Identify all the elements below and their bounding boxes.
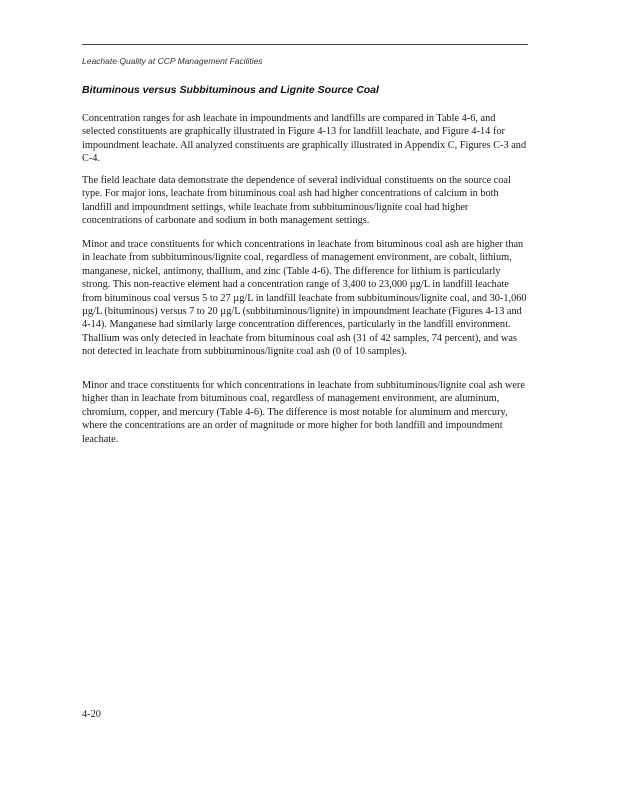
paragraph-1: Concentration ranges for ash leachate in impoundments and landfills are compared in Table 4-6, and selected constituents are graphically illustrated in Figure 4-13 for landfill leachate, and Figure 4-14 for impoundment leachate. All analyzed constituents are graphically illustrated in Appendix C, Figures C-3 and C-4.: [82, 113, 527, 165]
paragraph-2: The field leachate data demonstrate the dependence of several individual constituents on the source coal type. For major ions, leachate from bituminous coal ash had higher concentrations of calcium in both landfill and impoundment settings, while leachate from subbituminous/lignite coal had higher concentrations of carbonate and sodium in both management settings.: [82, 175, 511, 227]
running-header: Leachate Quality at CCP Management Facilities: [82, 56, 263, 66]
header-rule: [82, 44, 528, 45]
paragraph-4: Minor and trace constituents for which concentrations in leachate from subbituminous/lignite coal ash were higher than in leachate from bituminous coal, regardless of management environment, are aluminum, chromium, copper, and mercury (Table 4-6). The difference is most notable for aluminum and mercury, where the concentrations are an order of magnitude or more higher for both landfill and impoundment leachate.: [82, 380, 525, 445]
paragraph-3: Minor and trace constituents for which concentrations in leachate from bituminous coal ash are higher than in leachate from subbituminous/lignite coal, regardless of management environment, are cobalt, lithium, manganese, nickel, antimony, thallium, and zinc (Table 4-6). The difference for lithium is particularly strong. This non-reactive element had a concentration range of 3,400 to 23,000 µg/L in landfill leachate from bituminous coal versus 5 to 27 µg/L in landfill leachate from subbituminous/lignite coal, and 30-1,060 µg/L (bituminous) versus 7 to 20 µg/L (subbituminous/lignite) in impoundment leachate (Figures 4-13 and 4-14). Manganese had similarly large concentration differences, particularly in the landfill environment. Thallium was only detected in leachate from bituminous coal ash (31 of 42 samples, 74 percent), and was not detected in leachate from subbituminous/lignite coal ash (0 of 10 samples).: [82, 239, 527, 358]
page-number: 4-20: [82, 709, 101, 720]
section-heading: Bituminous versus Subbituminous and Lignite Source Coal: [82, 84, 379, 96]
